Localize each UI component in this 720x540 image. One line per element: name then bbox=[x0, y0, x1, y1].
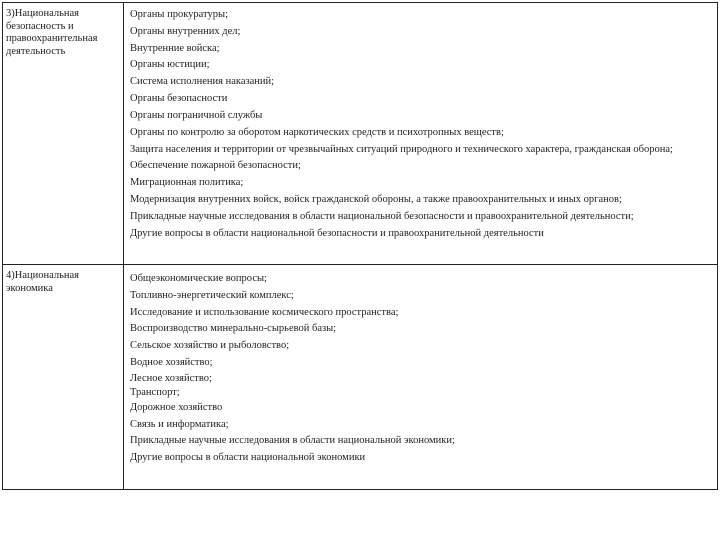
list-item: Органы прокуратуры; bbox=[130, 9, 228, 20]
list-item: Внутренние войска; bbox=[130, 42, 220, 54]
table-row-national-security bbox=[3, 3, 717, 265]
list-item: Система исполнения наказаний; bbox=[130, 76, 275, 88]
category-cell: 3)Национальная безопасность и правоохранительная деятельность bbox=[6, 8, 98, 57]
list-item: Органы пограничной службы bbox=[130, 109, 263, 121]
list-item: Другие вопросы в области национальной экономики bbox=[130, 452, 366, 464]
list-item: Исследование и использование космического пространства; bbox=[130, 306, 399, 318]
list-item: Модернизация внутренних войск, войск гражданской обороны, а также правоохранительных и иных органов; bbox=[130, 193, 622, 205]
category-cell: 4)Национальная экономика bbox=[6, 270, 79, 294]
items-cell bbox=[130, 271, 709, 467]
list-item: Общеэкономические вопросы; bbox=[130, 273, 267, 284]
column-divider bbox=[123, 265, 124, 489]
list-item: Органы по контролю за оборотом наркотических средств и психотропных веществ; bbox=[130, 126, 504, 138]
list-item: Воспроизводство минерально-сырьевой базы; bbox=[130, 323, 337, 335]
list-item: Другие вопросы в области национальной безопасности и правоохранительной деятельности bbox=[130, 227, 544, 239]
list-item: Транспорт; bbox=[130, 386, 180, 398]
list-item: Лесное хозяйство; bbox=[130, 372, 212, 384]
list-item: Прикладные научные исследования в области национальной экономики; bbox=[130, 435, 455, 447]
list-item: Топливно-энергетический комплекс; bbox=[130, 289, 294, 301]
column-divider bbox=[123, 3, 124, 264]
list-item: Связь и информатика; bbox=[130, 418, 229, 430]
list-item: Дорожное хозяйство bbox=[130, 401, 223, 413]
list-item: Прикладные научные исследования в области национальной безопасности и правоохранительной деятельности; bbox=[130, 210, 634, 222]
list-item: Миграционная политика; bbox=[130, 177, 244, 189]
list-item: Обеспечение пожарной безопасности; bbox=[130, 160, 301, 172]
table-row-national-economy bbox=[3, 265, 717, 489]
list-item: Сельское хозяйство и рыболовство; bbox=[130, 340, 290, 352]
list-item: Органы безопасности bbox=[130, 92, 228, 104]
list-item: Водное хозяйство; bbox=[130, 356, 213, 368]
budget-classification-table bbox=[2, 2, 718, 490]
list-item: Органы внутренних дел; bbox=[130, 25, 241, 37]
items-cell bbox=[130, 7, 709, 242]
list-item: Защита населения и территории от чрезвычайных ситуаций природного и технического характера, гражданская оборона; bbox=[130, 144, 673, 156]
list-item: Органы юстиции; bbox=[130, 59, 210, 71]
